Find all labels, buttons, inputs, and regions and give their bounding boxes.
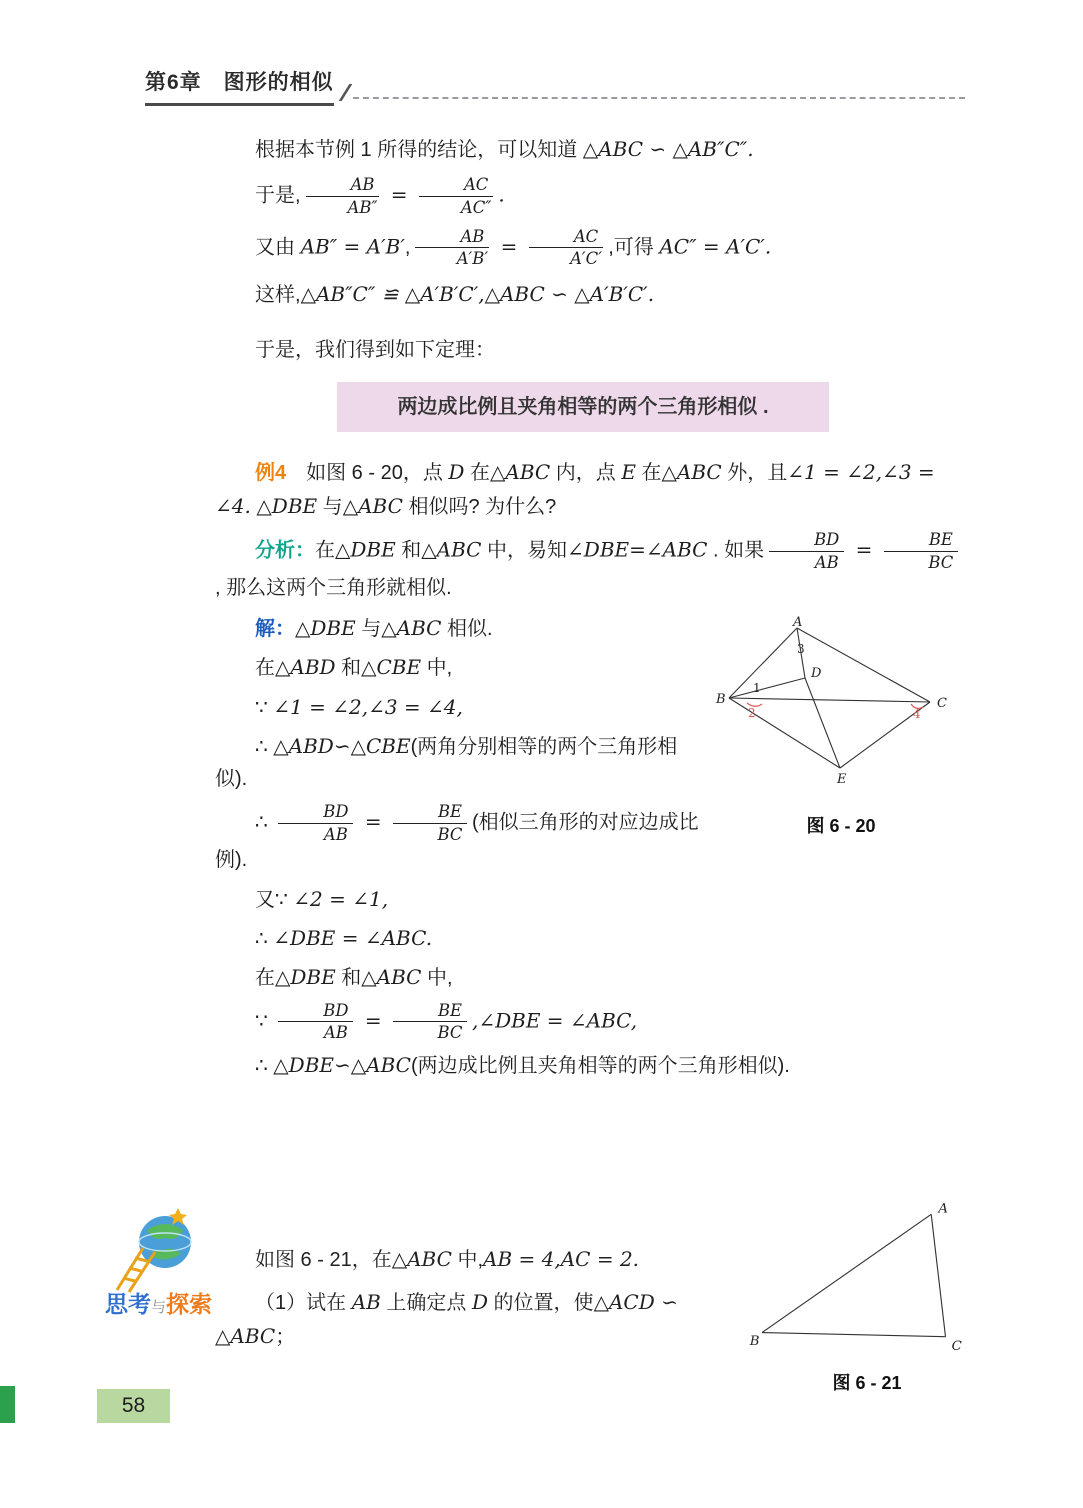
angle-label-2: 2 <box>748 705 756 720</box>
figure-6-21-drawing <box>748 1198 986 1356</box>
think-explore-title <box>86 1293 231 1316</box>
figure-6-21-caption: 图 6 - 21 <box>832 1373 902 1393</box>
fraction: $\frac{AB}{A'B'}$ <box>415 227 489 269</box>
solution-line-8: 在△DBE 和△ABC 中, <box>255 965 453 990</box>
page-number <box>97 1389 170 1423</box>
chapter-header <box>145 66 965 106</box>
solution-line-9: ∵ $\frac{BD}{AB}$ = $\frac{BE}{BC}$ ,∠DBE = ∠ABC, <box>255 1000 638 1043</box>
logo-text-and: 与 <box>150 1299 166 1316</box>
fraction: $\frac{BE}{BC}$ <box>884 530 958 572</box>
explore-paragraph-2: （1）试在 AB 上确定点 D 的位置，使△ACD ∽ △ABC； <box>215 1290 678 1348</box>
solution-line-10: ∴ △DBE∽△ABC(两边成比例且夹角相等的两个三角形相似). <box>255 1053 790 1078</box>
solution-line-5: ∴ $\frac{BD}{AB}$ = $\frac{BE}{BC}$ (相似三角形的对应边成比例). <box>215 801 699 872</box>
formula-line-2: 又由 AB″ = A′B′, $\frac{AB}{A'B'}$ = $\frac{AC}{A'C'}$ ,可得 AC″ = A′C′. <box>255 226 772 269</box>
main-content <box>215 126 967 1089</box>
intro-paragraph-2: 这样,△AB″C″ ≌ △A′B′C′,△ABC ∽ △A′B′C′. <box>255 282 655 307</box>
theorem-lead-in: 于是，我们得到如下定理： <box>255 338 495 361</box>
point-label-b: B <box>716 691 726 707</box>
theorem-text: 两边成比例且夹角相等的两个三角形相似 . <box>397 395 769 418</box>
intro-paragraph-1: 根据本节例 1 所得的结论，可以知道 △ABC ∽ △AB″C″. <box>255 137 754 161</box>
solution-line-2: 在△ABD 和△CBE 中, <box>255 655 453 680</box>
point-label-c: C <box>951 1338 962 1354</box>
figure-6-20 <box>715 616 967 842</box>
fraction: $\frac{BD}{AB}$ <box>278 1001 353 1043</box>
point-label-a: A <box>938 1201 948 1217</box>
angle-label-1: 1 <box>753 680 761 695</box>
angle-label-4: 4 <box>913 706 921 721</box>
solution-line-1: 解：△DBE 与△ABC 相似. <box>255 615 493 640</box>
figure-6-20-drawing <box>715 616 967 794</box>
analysis-paragraph: 分析：在△DBE 和△ABC 中，易知∠DBE=∠ABC . 如果 $\frac{BD}{AB}$ = $\frac{BE}{BC}$ , 那么这两个三角形就相似. <box>215 530 967 605</box>
figure-6-20-caption: 图 6 - 20 <box>806 816 876 837</box>
point-label-e: E <box>837 771 847 787</box>
header-slash-decoration <box>338 84 352 101</box>
fraction: $\frac{BE}{BC}$ <box>393 1001 467 1043</box>
globe-ladder-icon <box>99 1208 219 1294</box>
solution-line-4: ∴ △ABD∽△CBE(两角分别相等的两个三角形相似). <box>215 734 678 791</box>
angle-label-3: 3 <box>797 641 805 656</box>
formula-line-1: 于是, $\frac{AB}{AB''}$ = $\frac{AC}{AC''}$ . <box>255 175 505 218</box>
header-dashed-rule <box>353 97 965 99</box>
explore-problem-text <box>215 1234 750 1363</box>
fraction: $\frac{BD}{AB}$ <box>769 530 844 572</box>
solution-line-6: 又∵ ∠2 = ∠1, <box>255 886 389 911</box>
fraction: $\frac{AC}{A'C'}$ <box>529 227 603 269</box>
explore-paragraph-1: 如图 6 - 21，在△ABC 中,AB = 4,AC = 2. <box>255 1247 640 1271</box>
fraction: $\frac{BE}{BC}$ <box>393 802 467 844</box>
figure-6-21 <box>748 1198 986 1395</box>
page-edge-bar <box>0 1386 15 1423</box>
point-label-b: B <box>749 1333 760 1349</box>
fraction: $\frac{AC}{AC''}$ <box>419 175 493 217</box>
fraction: $\frac{AB}{AB''}$ <box>306 175 380 217</box>
solution-section <box>215 612 967 1083</box>
solution-line-7: ∴ ∠DBE = ∠ABC. <box>255 925 433 950</box>
theorem-highlight-box <box>337 382 829 432</box>
logo-text-think: 思考 <box>104 1291 151 1317</box>
think-explore-logo <box>86 1208 231 1316</box>
page-number-value: 58 <box>121 1394 146 1417</box>
example-4-paragraph: 例4 如图 6 - 20，点 D 在△ABC 内，点 E 在△ABC 外，且∠1 = ∠2,∠3 = ∠4. △DBE 与△ABC 相似吗? 为什么? <box>215 460 935 518</box>
solution-line-3: ∵ ∠1 = ∠2,∠3 = ∠4, <box>255 694 463 719</box>
logo-text-explore: 探索 <box>166 1291 212 1317</box>
point-label-c: C <box>937 695 947 711</box>
chapter-title: 第6章 图形的相似 <box>145 66 334 106</box>
point-label-d: D <box>811 665 822 681</box>
point-label-a: A <box>793 615 803 630</box>
fraction: $\frac{BD}{AB}$ <box>278 802 353 844</box>
